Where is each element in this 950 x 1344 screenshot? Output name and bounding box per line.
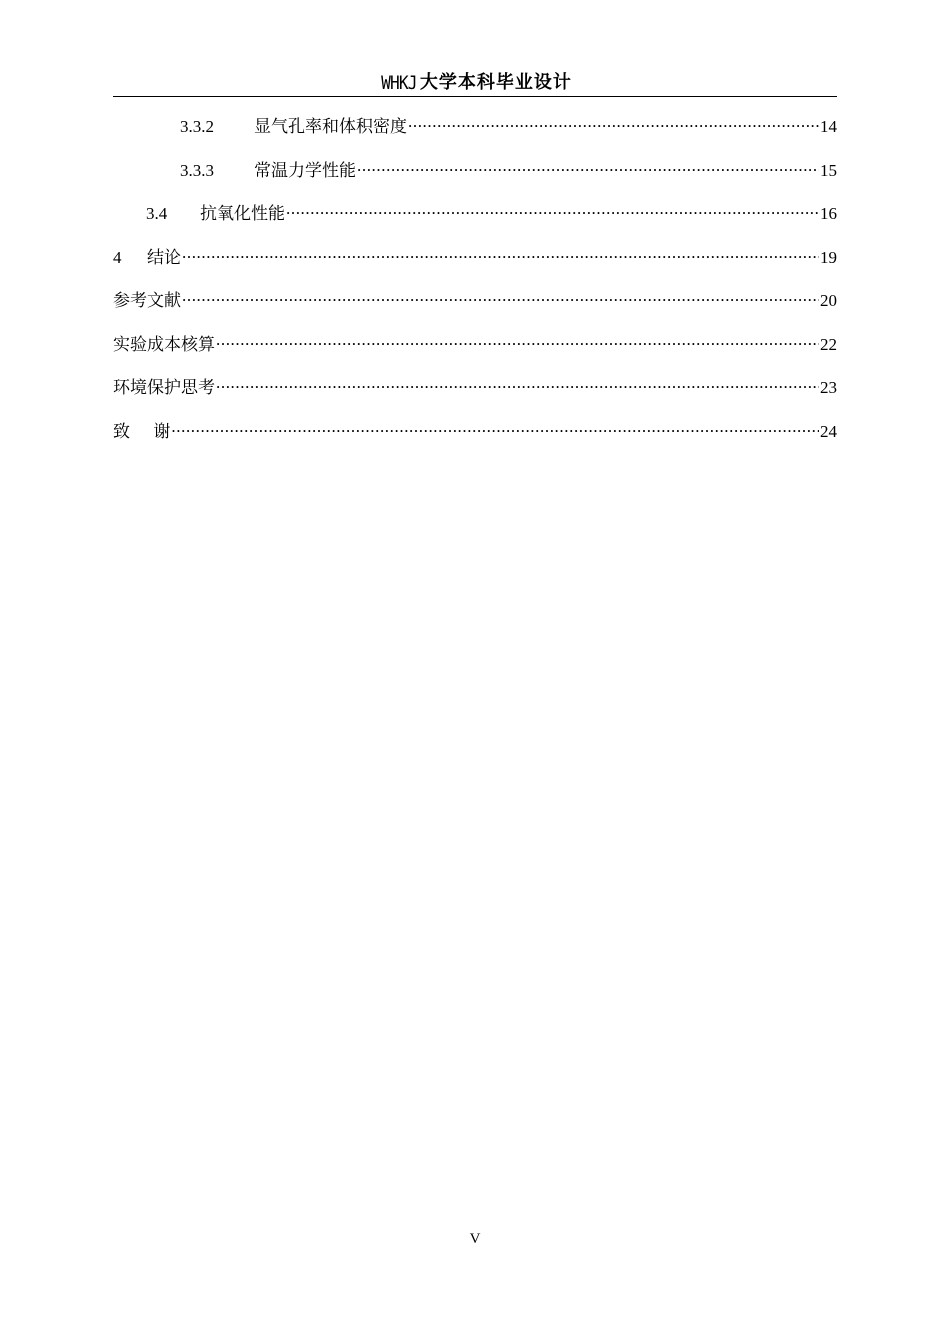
toc-entry-title: 结论 — [147, 247, 181, 268]
toc-entry-number: 3.3.3 — [180, 160, 214, 180]
toc-leader-dots — [216, 330, 819, 350]
toc-entry[interactable] — [113, 199, 837, 243]
toc-leader-dots — [182, 243, 819, 263]
toc-entry-title: 实验成本核算 — [113, 334, 215, 355]
page-footer-number: V — [469, 1231, 481, 1247]
toc-entry-page: 24 — [820, 421, 837, 441]
toc-entry[interactable] — [113, 373, 837, 417]
page-header — [113, 70, 837, 97]
toc-entry-number: 3.3.2 — [180, 117, 214, 136]
toc-entry-title: 常温力学性能 — [254, 160, 356, 181]
toc-entry-number: 3.4 — [146, 204, 168, 223]
toc-leader-dots — [216, 373, 819, 393]
toc-leader-dots — [408, 112, 819, 132]
toc-entry[interactable] — [113, 156, 837, 200]
toc-entry-page: 22 — [820, 334, 837, 354]
table-of-contents — [113, 112, 837, 460]
toc-leader-dots — [182, 286, 819, 306]
toc-leader-dots — [357, 156, 819, 176]
toc-entry[interactable] — [113, 286, 837, 330]
toc-entry-title: 致 谢 — [113, 421, 171, 442]
toc-leader-dots — [171, 417, 819, 437]
toc-entry[interactable] — [113, 417, 837, 461]
toc-entry-title: 参考文献 — [113, 291, 181, 311]
toc-leader-dots — [286, 199, 819, 219]
toc-entry[interactable] — [113, 330, 837, 374]
toc-entry-page: 19 — [820, 247, 837, 267]
toc-entry-page: 14 — [820, 117, 837, 136]
toc-entry-title: 抗氧化性能 — [200, 204, 285, 224]
toc-entry-title: 显气孔率和体积密度 — [254, 117, 407, 137]
toc-entry-number: 4 — [113, 247, 122, 267]
toc-entry[interactable] — [113, 112, 837, 156]
toc-entry-title: 环境保护思考 — [113, 378, 215, 398]
toc-entry[interactable] — [113, 243, 837, 287]
toc-entry-page: 15 — [820, 160, 837, 180]
toc-entry-page: 23 — [820, 378, 837, 397]
toc-entry-page: 20 — [820, 291, 837, 310]
toc-entry-page: 16 — [820, 204, 837, 223]
header-chinese-text: 大学本科毕业设计 — [419, 72, 572, 93]
header-english-text: WHKJ — [381, 72, 417, 94]
